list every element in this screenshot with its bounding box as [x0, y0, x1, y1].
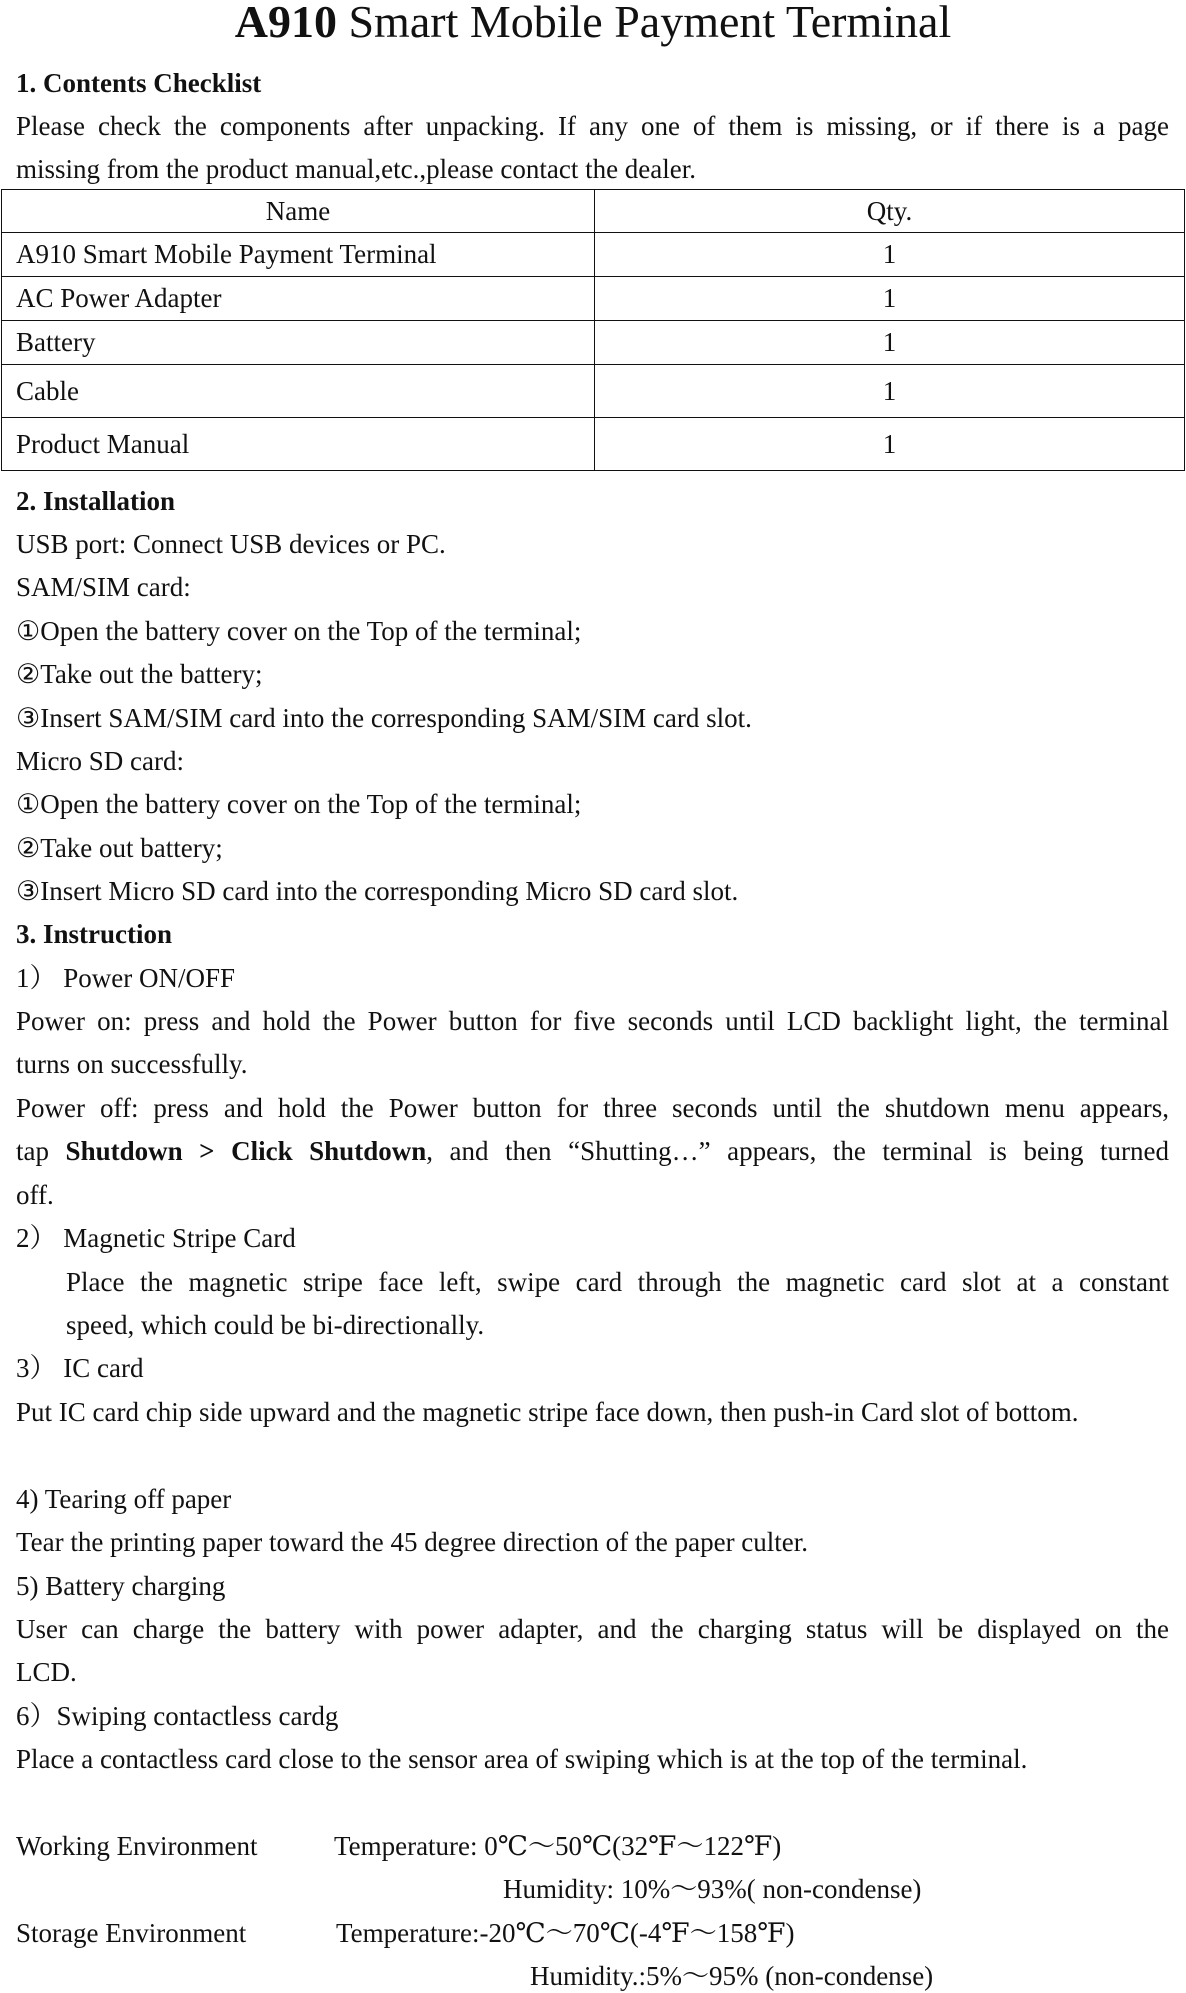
table-cell-qty: 1	[595, 321, 1185, 365]
sam-step-2: ②Take out the battery;	[16, 659, 263, 689]
table-cell-qty: 1	[595, 233, 1185, 277]
table-cell-name: Cable	[2, 365, 595, 418]
section2-heading: 2. Installation	[16, 486, 176, 516]
sd-step-1: ①Open the battery cover on the Top of the terminal;	[16, 789, 582, 819]
power-off-rest: , and then “Shutting…” appears, the terminal is being turned	[426, 1136, 1169, 1166]
page-title	[0, 0, 1186, 47]
power-off-line1: Power off: press and hold the Power button for three seconds until the shutdown menu appears,	[16, 1093, 1169, 1123]
sam-step-3: ③Insert SAM/SIM card into the corresponding SAM/SIM card slot.	[16, 703, 752, 733]
contactless-text: Place a contactless card close to the sensor area of swiping which is at the top of the terminal.	[16, 1744, 1028, 1774]
shutdown-path: Shutdown > Click Shutdown	[65, 1136, 427, 1166]
title-rest: Smart Mobile Payment Terminal	[336, 0, 952, 47]
sd-step-3: ③Insert Micro SD card into the corresponding Micro SD card slot.	[16, 876, 739, 906]
ic-heading: 3） IC card	[16, 1353, 144, 1383]
table-row	[2, 321, 1185, 365]
magnetic-line2: speed, which could be bi-directionally.	[66, 1310, 485, 1340]
working-env-label: Working Environment	[16, 1831, 258, 1861]
ic-text: Put IC card chip side upward and the magnetic stripe face down, then push-in Card slot of bottom.	[16, 1397, 1079, 1427]
table-row	[2, 233, 1185, 277]
magnetic-line1: Place the magnetic stripe face left, swipe card through the magnetic card slot at a constant	[66, 1267, 1169, 1297]
table-row	[2, 365, 1185, 418]
section1-intro-line2: missing from the product manual,etc.,please contact the dealer.	[16, 154, 697, 184]
storage-env-label: Storage Environment	[16, 1918, 247, 1948]
contents-table	[1, 189, 1185, 471]
battery-line1: User can charge the battery with power adapter, and the charging status will be displayed on the	[16, 1614, 1169, 1644]
working-temperature: Temperature: 0℃～50℃(32℉～122℉)	[334, 1831, 782, 1861]
section3-heading: 3. Instruction	[16, 919, 173, 949]
sd-card-label: Micro SD card:	[16, 746, 184, 776]
power-off-line2	[16, 1129, 1169, 1173]
table-cell-name: Battery	[2, 321, 595, 365]
column-header-qty: Qty.	[595, 190, 1185, 233]
sam-step-1: ①Open the battery cover on the Top of the terminal;	[16, 616, 582, 646]
table-cell-qty: 1	[595, 418, 1185, 471]
storage-temperature: Temperature:-20℃～70℃(-4℉～158℉)	[336, 1918, 795, 1948]
sd-step-2: ②Take out battery;	[16, 833, 223, 863]
magnetic-heading: 2） Magnetic Stripe Card	[16, 1223, 296, 1253]
section1-heading: 1. Contents Checklist	[16, 68, 262, 98]
power-off-line3: off.	[16, 1180, 54, 1210]
power-on-line2: turns on successfully.	[16, 1049, 248, 1079]
section1-intro-line1: Please check the components after unpacking. If any one of them is missing, or if there is a page	[16, 111, 1169, 141]
storage-humidity: Humidity.:5%～95% (non-condense)	[530, 1961, 934, 1991]
table-cell-name: AC Power Adapter	[2, 277, 595, 321]
paper-text: Tear the printing paper toward the 45 degree direction of the paper culter.	[16, 1527, 809, 1557]
sam-card-label: SAM/SIM card:	[16, 572, 191, 602]
battery-heading: 5) Battery charging	[16, 1571, 226, 1601]
paper-heading: 4) Tearing off paper	[16, 1484, 232, 1514]
working-humidity: Humidity: 10%～93%( non-condense)	[503, 1874, 922, 1904]
usb-port-text: USB port: Connect USB devices or PC.	[16, 529, 446, 559]
table-cell-qty: 1	[595, 277, 1185, 321]
table-cell-qty: 1	[595, 365, 1185, 418]
battery-line2: LCD.	[16, 1657, 77, 1687]
table-row	[2, 277, 1185, 321]
table-cell-name: A910 Smart Mobile Payment Terminal	[2, 233, 595, 277]
column-header-name: Name	[2, 190, 595, 233]
contactless-heading: 6）Swiping contactless cardg	[16, 1701, 339, 1731]
power-on-line1: Power on: press and hold the Power button for five seconds until LCD backlight light, the terminal	[16, 1006, 1169, 1036]
table-row	[2, 418, 1185, 471]
power-off-tap: tap	[16, 1136, 66, 1166]
table-cell-name: Product Manual	[2, 418, 595, 471]
table-header-row	[2, 190, 1185, 233]
power-heading: 1） Power ON/OFF	[16, 963, 236, 993]
title-model: A910	[234, 0, 337, 47]
